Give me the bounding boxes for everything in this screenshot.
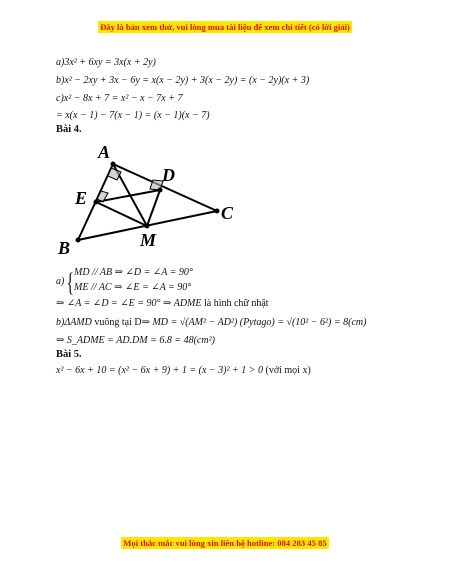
system-brace: { bbox=[66, 268, 74, 297]
part-a-line-2: ME // AC ⇒ ∠E = ∠A = 90° bbox=[74, 282, 192, 293]
label-B: B bbox=[58, 238, 71, 258]
bai4-title: Bài 4. bbox=[56, 124, 82, 135]
part-b-line-1: b)ΔAMD vuông tại D⇒ MD = √(AM² − AD²) (Pytago) = √(10² − 6²) = 8(cm) bbox=[56, 317, 367, 328]
hotline-banner-text: Mọi thắc mắc vui lòng xin liên hệ hotline: 084 283 45 85 bbox=[123, 538, 327, 548]
segment-DM bbox=[147, 190, 160, 226]
math-line-3c-2: = x(x − 1) − 7(x − 1) = (x − 1)(x − 7) bbox=[56, 110, 210, 121]
math-line-3c-1: c)x² − 8x + 7 = x² − x − 7x + 7 bbox=[56, 93, 183, 104]
hotline-banner bbox=[0, 538, 450, 548]
part-a-line-3: ⇒ ∠A = ∠D = ∠E = 90° ⇒ ADME là hình chữ nhật bbox=[56, 298, 269, 309]
math-line-3a: a)3x² + 6xy = 3x(x + 2y) bbox=[56, 57, 156, 68]
bai5-title: Bài 5. bbox=[56, 349, 82, 360]
right-angle-mark-A bbox=[108, 168, 121, 180]
label-A: A bbox=[98, 142, 111, 162]
part-a-line-1: MD // AB ⇒ ∠D = ∠A = 90° bbox=[74, 267, 193, 278]
part-a-label: a) bbox=[56, 276, 65, 287]
label-E: E bbox=[75, 188, 88, 208]
label-D: D bbox=[162, 165, 175, 185]
part-b-line-2: ⇒ S_ADME = AD.DM = 6.8 = 48(cm²) bbox=[56, 335, 215, 346]
bai5-equation: x² − 6x + 10 = (x² − 6x + 9) + 1 = (x − 3)² + 1 > 0 (với mọi x) bbox=[56, 365, 311, 376]
label-M: M bbox=[140, 230, 157, 250]
math-line-3b: b)x² − 2xy + 3x − 6y = x(x − 2y) + 3(x − 2y) = (x − 2y)(x + 3) bbox=[56, 75, 310, 86]
label-C: C bbox=[221, 203, 234, 223]
preview-banner-text: Đây là bản xem thử, vui lòng mua tài liệu để xem chi tiết (có lời giải) bbox=[100, 22, 350, 32]
